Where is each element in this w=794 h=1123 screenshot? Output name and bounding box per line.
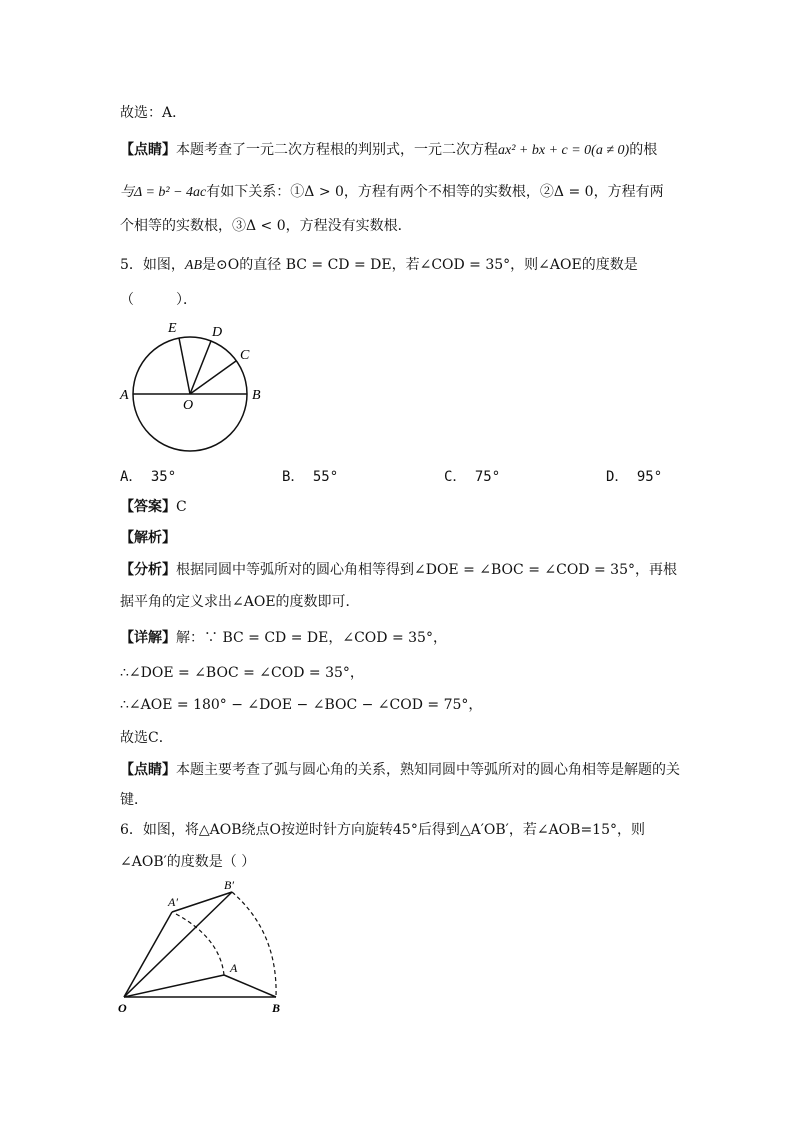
circle-figure [112, 316, 272, 460]
text-line: ∴∠AOE = 180° − ∠DOE − ∠BOC − ∠COD = 75°， [120, 697, 483, 713]
text-line [120, 140, 657, 161]
option-c: C． 75° [444, 469, 501, 485]
text-span: 本题考查了一元二次方程根的判别式，一元二次方程 [176, 142, 498, 158]
point-label: C [240, 348, 250, 363]
text-line: 故选：A． [120, 105, 187, 121]
text-line [120, 760, 680, 780]
text-line: 故选C． [120, 730, 173, 746]
text-span: 有如下关系：①Δ > 0，方程有两个不相等的实数根，②Δ = 0，方程有两 [206, 184, 664, 200]
point-label: A [120, 388, 129, 403]
analysis-label: 【解析】 [120, 530, 176, 546]
text-line [120, 182, 664, 203]
rotation-figure [112, 876, 292, 1018]
text-span: 本题主要考查了弧与圆心角的关系，熟知同圆中等弧所对的圆心角相等是解题的关 [176, 762, 680, 778]
text-span: 解：∵ BC = CD = DE，∠COD = 35°， [176, 630, 447, 646]
formula: 与Δ = b² − 4ac [120, 185, 207, 200]
question-5-line [120, 255, 638, 276]
answer-label: 【答案】 [120, 499, 176, 515]
text-span: 根据同圆中等弧所对的圆心角相等得到∠DOE = ∠BOC = ∠COD = 35°，再根 [176, 562, 677, 578]
question-6-line: 6．如图，将△AOB绕点O按逆时针方向旋转45°后得到△A′OB′，若∠AOB=15°，则 [120, 822, 645, 838]
tip-label: 【点睛】 [120, 762, 176, 778]
point-label: D [212, 325, 223, 340]
answer-value: C [176, 499, 187, 515]
point-label: O [183, 398, 194, 413]
text-span: 5．如图， [120, 257, 185, 273]
tip-label: 【点睛】 [120, 142, 176, 158]
option-a: A． 35° [120, 469, 177, 485]
formula: AB [184, 258, 203, 273]
text-line: 键． [120, 792, 148, 808]
point-label: B [272, 1001, 281, 1015]
option-d: D． 95° [606, 469, 663, 485]
point-label: A [230, 961, 238, 975]
formula: ax² + bx + c = 0(a ≠ 0) [498, 143, 630, 158]
point-label: A′ [168, 895, 178, 909]
text-line: ∠AOB′的度数是（ ） [120, 854, 256, 870]
point-label: E [168, 321, 177, 336]
text-span: 的根 [629, 142, 658, 158]
point-label: B [252, 388, 261, 403]
text-span: 是⊙O的直径 BC = CD = DE，若∠COD = 35°，则∠AOE的度数是 [202, 257, 638, 273]
analysis-sub-label: 【分析】 [120, 562, 176, 578]
text-line: ∴∠DOE = ∠BOC = ∠COD = 35°， [120, 665, 364, 681]
text-line [120, 628, 447, 648]
answer-line [120, 497, 187, 517]
text-line [120, 560, 677, 580]
detail-label: 【详解】 [120, 630, 176, 646]
point-label: B′ [224, 878, 234, 892]
text-line: （ ）． [120, 292, 197, 308]
text-line: 个相等的实数根，③Δ < 0，方程没有实数根． [120, 218, 412, 234]
text-line: 据平角的定义求出∠AOE的度数即可． [120, 594, 360, 610]
option-b: B． 55° [282, 469, 339, 485]
point-label: O [118, 1001, 127, 1015]
